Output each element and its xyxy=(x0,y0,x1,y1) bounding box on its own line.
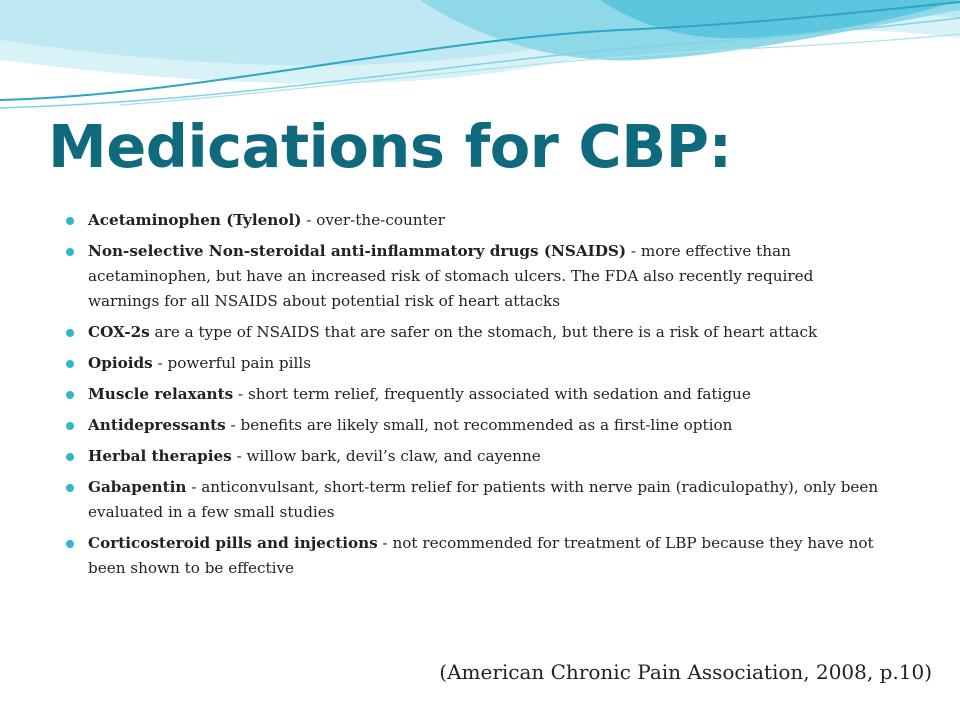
header-wave-decoration xyxy=(0,0,960,115)
bullet-term: Antidepressants xyxy=(88,416,226,434)
bullet-term: Muscle relaxants xyxy=(88,385,234,403)
bullet-text: - not recommended for treatment of LBP because they have not been shown to be effective xyxy=(88,534,874,577)
bullet-dot-icon xyxy=(66,391,74,399)
bullet-list xyxy=(66,208,886,587)
bullet-text: are a type of NSAIDS that are safer on the stomach, but there is a risk of heart attack xyxy=(149,323,818,341)
bullet-text: - willow bark, devil’s claw, and cayenne xyxy=(231,447,541,465)
bullet-term: Corticosteroid pills and injections xyxy=(88,534,378,552)
bullet-item xyxy=(66,208,886,233)
bullet-dot-icon xyxy=(66,329,74,337)
bullet-text: - powerful pain pills xyxy=(152,354,312,372)
bullet-item xyxy=(66,475,886,525)
bullet-term: COX-2s xyxy=(88,323,150,341)
bullet-dot-icon xyxy=(66,453,74,461)
bullet-text: - anticonvulsant, short-term relief for patients with nerve pain (radiculopathy), only been evaluated in a few small studies xyxy=(88,478,879,521)
bullet-item xyxy=(66,239,886,314)
bullet-text: - more effective than acetaminophen, but have an increased risk of stomach ulcers. The FDA also recently required warnings for all NSAIDS about potential risk of heart attacks xyxy=(88,242,814,310)
bullet-text: - benefits are likely small, not recommended as a first-line option xyxy=(225,416,733,434)
citation: (American Chronic Pain Association, 2008, p.10) xyxy=(439,660,932,684)
bullet-term: Herbal therapies xyxy=(88,447,232,465)
bullet-term: Gabapentin xyxy=(88,478,187,496)
bullet-dot-icon xyxy=(66,248,74,256)
bullet-dot-icon xyxy=(66,422,74,430)
bullet-text: - over-the-counter xyxy=(301,211,445,229)
bullet-item xyxy=(66,413,886,438)
bullet-term: Opioids xyxy=(88,354,153,372)
bullet-text: - short term relief, frequently associated with sedation and fatigue xyxy=(233,385,751,403)
bullet-dot-icon xyxy=(66,484,74,492)
bullet-item xyxy=(66,444,886,469)
bullet-term: Acetaminophen (Tylenol) xyxy=(88,211,302,229)
bullet-dot-icon xyxy=(66,540,74,548)
bullet-term: Non-selective Non-steroidal anti-inflammatory drugs (NSAIDS) xyxy=(88,242,627,260)
bullet-item xyxy=(66,382,886,407)
bullet-dot-icon xyxy=(66,360,74,368)
bullet-dot-icon xyxy=(66,217,74,225)
bullet-item xyxy=(66,531,886,581)
bullet-item xyxy=(66,351,886,376)
bullet-item xyxy=(66,320,886,345)
slide-title: Medications for CBP: xyxy=(48,112,732,181)
